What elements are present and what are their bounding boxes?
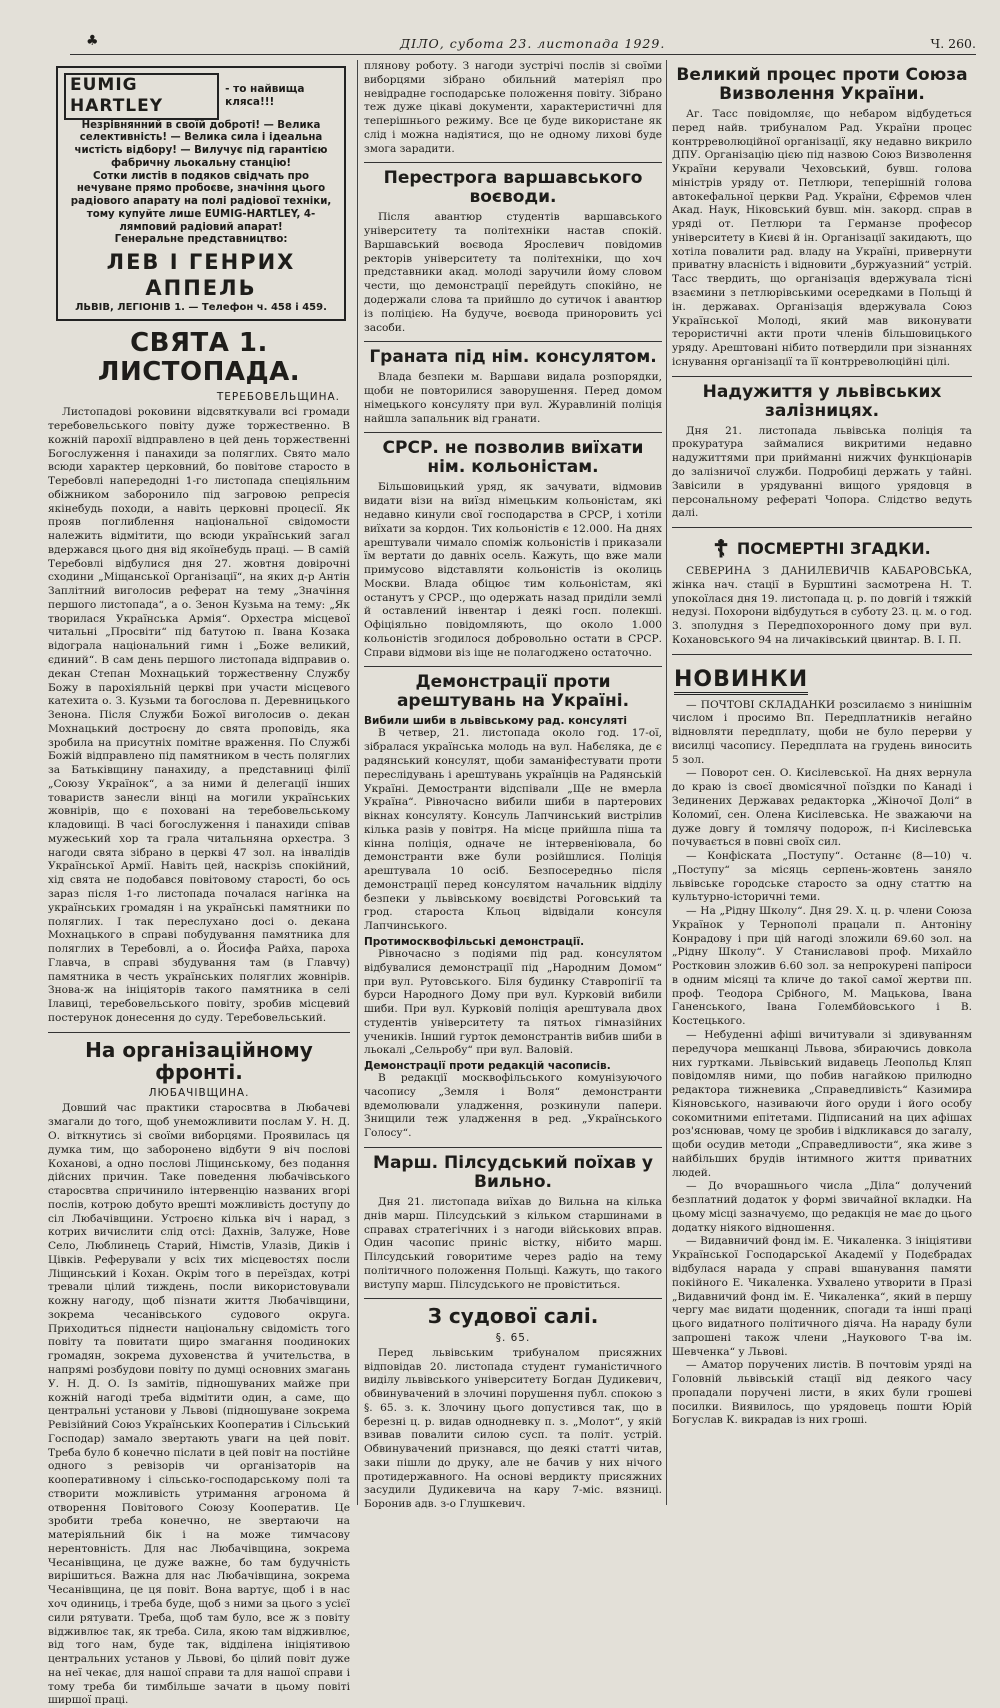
article-title: СВЯТА 1. ЛИСТОПАДА. <box>97 328 301 388</box>
article-body: Влада безпеки м. Варшави видала розпорядки, щоби не повторилися заворушення. Перед домом німецького консуляту при вул. Журавлиній поліція найшла запальник від гранати. <box>364 371 662 425</box>
article-title: Великий процес проти Союза Визволення України. <box>676 65 968 105</box>
article-title: На організаційному фронті. <box>85 1037 313 1085</box>
article-subheading: Демонстрації проти редакцій часописів. <box>364 1060 611 1073</box>
ad-address: ЛЬВІВ, ЛЕГІОНІВ 1. — Телефон ч. 458 і 459. <box>75 301 327 313</box>
article-body: Дня 21. листопада львівська поліція та прокуратура займалися викритими недавно надужиттями при прийманні нижчих функціонарів до залізничої служби. Подробиці держать у тайні. Завісили в урядуванні вищого урядовця в персональному рефераті Чопора. Слідство ведуть далі. <box>672 424 972 520</box>
ad-company-name: ЛЕВ І ГЕНРИХ АППЕЛЬ <box>106 250 296 301</box>
separator <box>364 666 662 667</box>
ad-tagline: - то найвища кляса!!! <box>225 83 305 109</box>
separator <box>672 654 972 655</box>
article-body: В четвер, 21. листопада около год. 17-ої, зібралася українська молодь на вул. Набєлякa, де є радянський консулят, щоби заманіфестувати проти переслідувань і арештувань українців на Радянській Україні. Демостранти відспівали „Ще не вмерла Україна“. Рівночасно вибили шиби в партерових вікнах консуляту. Консуль Лапчинський вистрілив кілька разів у повітря. На місце прийшла піша та кінна поліція, одначе не інтервеніювала, бо демонстранти вже були розійшлися. Поліція арештувала 10 осіб. Безпосередньо після демонстрації перед консулятом начальник відділу безпеки у львівському воєвідстві Роговський та грод. староста Кльоц відвідали консуля Лапчинського. <box>364 727 662 933</box>
separator <box>364 1298 662 1299</box>
column-3 <box>672 60 972 1507</box>
article-body: Аг. Тасс повідомляє, що небаром відбудеться перед найв. трибуналом Рад. України процес контрреволюційної організації, яку недавно викрило ДПУ. Організацію цією під назвою Союз Визволення України керували Чеховський, бувш. голова міністрів уряду от. Петлюри, теперішній голова автокефальної церкви Рад. України, Єфремов член Акад. Наук, Ніковський бувш. мін. закорд. справ в уряді от. Петлюри та Германзе професор університету в Києві й ін. Організації закидають, що хотіла повалити рад. владу на Україні, привернути приватну власність і відновити „буржуазний“ устрій. Тасс твердить, що організація вдержувала тісні взаємини з петлюрівськими осередками в Польщі й ін. державах. Організація вдержувала Союз Української Молоді, який мав виконувати терористичні акти проти членів більшовицького уряду. Арештовані нібито потвердили при зізнаннях існування організації та її контрреволюційні цілі. <box>672 108 972 368</box>
news-item: — Аматор поручених листів. В почтовім уряді на Головній львівській стації від деякого часу пропадали поручені листи, в яких були грошеві посилки. Виявилось, що урядовець пошти Юрій Богуслав К. викрадав із них гроші. <box>672 1359 972 1427</box>
article-body: плянову роботу. З нагоди зустрічі послів зі своїми виборцями зібрано обильний матеріял про невідрадне господарське положення повіту. Зібрано теж дуже цікаві документи, характеристичні для теперішнього режиму. Все це буде використане як слід і можна надіятися, що не одному лихові буде змога зарадити. <box>364 60 662 155</box>
ad-text: Генеральне представництво: <box>114 234 288 246</box>
masthead <box>70 36 976 55</box>
ad-text: Незрівнянний в своїй доброті! — Велика селективність! — Велика сила і ідеальна чистість відбору! — Вилучує під гарантією фабричну льокальну станцію! <box>74 119 328 169</box>
news-item: — Поворот сен. О. Кисілевської. На днях вернула до краю із своєї двомісячної поїздки по Канаді і Зединених Державах редакторка „Жіночої Долі“ в Коломиї, сен. Олена Кисілевська. Не зважаючи на дуже довгу й томлячу подорож, п-і Кисілевська почувається в повні своїх сил. <box>672 767 972 849</box>
article-subheading: Вибили шиби в львівському рад. консуляті <box>364 715 627 728</box>
article-body: Перед львівським трибуналом присяжних відповідав 20. листопада студент гуманістичного виділу львівського університету Богдан Дудикевич, обвинувачений в злочині порушення публ. спокою з §. 65. з. к. Злочину цього допустився так, що в березні ц. р. видав однодневку п. з. „Молот“, у якій взивав повалити силою сусп. та політ. устрій. Обвинувачений признався, що деякі статті читав, заки пішли до друку, але не бачив у них нічого протидержавного. На основі вердикту присяжних засудили Дудикевича на кару 7-міс. вязниці. Боронив адв. з-о Глушкевич. <box>364 1346 662 1511</box>
masthead-date: ДІЛО, субота 23. листопада 1929. <box>400 36 666 51</box>
separator <box>364 1147 662 1148</box>
news-section-title: НОВИНКИ <box>674 667 808 695</box>
news-item: — Видавничий фонд ім. Е. Чикаленка. З ініціятиви Української Господарської Академії у Подєбрадах відбулася нарада у справі вшанування памяти покійного Е. Чикаленка. Ухвалено утворити в Празі „Видавничий фонд ім. Е. Чикаленка“, який в першу чергу має видати щоденник, спогади та інші праці цього видатного політичного діяча. На нараду були запрошені також члени „Наукового Т-ва ім. Шевченка“ у Львові. <box>672 1235 972 1358</box>
article-body: Після авантюр студентів варшавського університету та політехніки настав спокій. Варшавський воєвода Ярослевич повідомив ректорів університету та політехніки, що хоч представники акад. молоді заручили йому словом чести, що демонстрації перейдуть спокійно, не додержали слова та прийшло до сутичок і авантюр із поліцією. На будуче, воєвода приноровить усі засоби. <box>364 211 662 334</box>
article-subheading: Протимосквофільські демонстрації. <box>364 935 585 948</box>
news-item: — ПОЧТОВІ СКЛАДАНКИ розсилаємо з нинішнім числом і просимо Вп. Передплатників негайно відновляти передплату, щоби не було перерви у висилці часопису. Передплата на грудень виносить 5 зол. <box>672 698 972 766</box>
column-rule <box>357 60 358 1505</box>
article-title: Граната під нім. консулятом. <box>369 347 657 368</box>
article-body: Більшовицький уряд, як зачувати, відмовив видати візи на виїзд німецьким кольоністам, які недавно кинули свої господарства в СРСР, і хотіли виїхати за кордон. Тих кольоністів є 12.000. На днях арештували чимало споміж кольоністів і приказали їм вертати до давніх осель. Кажуть, що вже мали примусово відставляти кольоністів із околиць Москви. Влада обіцює тим кольоністам, які останутъ у СРСР., що одержать назад приділи землі й оставлений інвентар і деякі госп. полекші. Офіціяльно повідомляють, що около 1.000 кольоністів згодилося добровольно остати в СРСР. Справи відмови віз іще не полагоджено остаточно. <box>364 481 662 659</box>
article-section: §. 65. <box>495 1331 531 1344</box>
obituary-heading <box>672 534 972 563</box>
column-rule <box>666 60 667 1505</box>
club-icon: ♣ <box>86 33 99 49</box>
radio-advertisement <box>56 66 346 321</box>
obituary-text: СЕВЕРИНА З ДАНИЛЕВИЧІВ КАБАРОВСЬКА, жінка нач. стації в Бурштині засмотрена Н. Т. упокоїлася дня 19. листопада ц. р. по довгій і тяжкій недузі. Похорони відбудуться в суботу 23. ц. м. о год. 3. зполудня з Передпохоронного дому при вул. Кохановського 94 на личаківський цвинтар. В. І. П. <box>672 565 972 646</box>
column-1 <box>48 60 350 1707</box>
article-title: Надужиття у львівських залізницях. <box>702 381 942 421</box>
separator <box>364 162 662 163</box>
article-title: СРСР. не позволив виїхати нім. кольоністам. <box>382 438 644 478</box>
news-item: — На „Рідну Школу“. Дня 29. X. ц. р. члени Союза Українок у Тернополі працали п. Антоніну Конрадову і при цій нагоді зложили 69.60 зол. на „Рідну Школу“. У Станиславові проф. Михайло Ростковин зложив 6.60 зол. за непрокурені папіроси в одним місяці та кличе до такої самої жертви пп. проф. Теодора Срібного, М. Мацькова, Івана Ганенського, Івана Голембйовського і В. Костецького. <box>672 905 972 1028</box>
article-title: З судової салі. <box>427 1304 599 1329</box>
orthodox-cross-icon: ☦ <box>713 534 729 564</box>
news-item: — Конфіската „Поступу“. Останнє (8—10) ч. „Поступу“ за місяць серпень-жовтень заняло львівське городське старосто за одну статтю на культурно-історичні теми. <box>672 850 972 904</box>
separator <box>364 432 662 433</box>
obituary-title: ПОСМЕРТНІ ЗГАДКИ. <box>736 539 931 559</box>
news-item: — Небуденні афіші вичитували зі здивуванням передучора мешканці Львова, збираючись довкола них гуртками. Львівський видавець Леопольд Кляп повідомляв ними, що побив нагайкою прилюдно редактора тижневика „Справедливість“ Казимира Кіяновського, називаючи його оруди і його особу сокомитними епітетами. Підписаний на цих афішах роз'яснював, чому це зробив і відкликався до загалу, щоби осудив методи „Справедливости“, яка живе з найбільших брудів інтимного життя приватних людей. <box>672 1029 972 1179</box>
separator <box>672 527 972 528</box>
news-item: — До вчорашнього числа „Діла“ долучений безплатний додаток у формі звичайної вкладки. На цьому місці зазначуємо, що редакція не має до цього додатку ніякого відношення. <box>672 1180 972 1234</box>
article-title: Демонстрації проти арештувань на Україні. <box>396 672 630 712</box>
separator <box>48 1032 350 1033</box>
separator <box>672 376 972 377</box>
article-body: Листопадові роковини відсвяткували всі громади теребовельського повіту дуже торжественно. В кожній парохії відправлено в цей день торжественні Богослуження і панахиди за поляглих. Свято мало всюди характер церковний, бо повітове старосто в Теребовлі напередодні 1-го листопада спеціяльним обіжником заборонило під загровою репресія якінебудь походи, а навіть церковні процесії. Як прояв поглиблення національної свідомости належить відмітити, що всюди український загал вдержався цього дня від якоїнебудь праці. — В самій Теребовлі відбулися дня 27. жовтня довірочні сходини „Міщанської Організації“, на яких д-р Антін Заплітний виголосив реферат на тему „Значіння першого листопада“, а о. Зенон Кузьма на тему: „Як творилася Українська Армія“. Орхестра місцевої читальні „Просвіти“ під батутою п. Івана Козака відограла національний гимн і „Боже великий, єдиний“. В сам день першого листопада відправив о. декан Степан Мохнацький торжественну Службу Божу в парохіяльній церкві при участи місцевого катехита о. З. Кузьми та богослова п. Деревницького Зенона. Після Служби Божої виголосив о. декан Мохнацький достроєну до свята проповідь, яка зробила на присутніх помітне враження. По Службі Божій відправлено під памятником в честь поляглих за Батьківщину панахиду, а представниці філії „Союзу Українок“, а за ними й делегації інших товариств занесли вінці на могили українських жовнірів, що є поховані на теребовельському кладовищі. В часі богослуження і панахиди співав мужеський хор та грала читальняна орхестра. З нагоди свята зібрано в церкві 47 зол. на інвалідів Української Армії. Навіть цей, наскрізь спокійний, хід свята не подобався повітовому старості, бо ось зараз після 1-го листопада почалася нагінка на українських громадян і на українські памятники по поляглих. І так переслухано досі о. декана Мохнацького в справі побудування памятника для поляглих в Теребовлі, а о. Йосифа Райха, пароха Главча, в справі збудування там (в Главчу) памятника в честь українських поляглих жовнірів. Знова-ж на ініціяторів такого памятника в селі Ілавиці, теребовельського повіту, зробив місцевий постерунок донесення до суду. Теребовельський. <box>48 406 350 1024</box>
issue-number: Ч. 260. <box>930 36 976 51</box>
ad-brand: EUMIG HARTLEY <box>64 73 219 120</box>
news-list <box>672 699 972 1429</box>
article-body: В редакції москвофільського комунізуючого часопису „Земля і Воля“ демонстранти вдемолювали уладження, розкинули папери. Знищили теж уладження в ред. „Українського Голосу“. <box>364 1072 662 1140</box>
column-2 <box>364 60 662 1511</box>
separator <box>364 341 662 342</box>
article-body: Дня 21. листопада виїхав до Вильна на кілька днів марш. Пілсудський з кільком старшинами в справах стратегічних і з нагоди військових вправ. Один часопис приніс вістку, нібито марш. Пілсудський говоритиме через радіо на тему політичного положення Польщі. Кажуть, що такого виступу марш. Пілсудського не провіститься. <box>364 1195 662 1291</box>
ad-text: Сотки листів в подяков свідчать про нечуване прямо пробоєве, значіння цього радіового апарату на полі радіової техніки, тому купуйте лише EUMIG-HARTLEY, 4-лямповий радіовий апарат! <box>70 170 332 233</box>
article-place: ЛЮБАЧІВЩИНА. <box>148 1087 250 1100</box>
article-place: ТЕРЕБОВЕЛЬЩИНА. <box>216 391 340 404</box>
article-body: Рівночасно з подіями під рад. консулятом відбувалися демонстрації під „Народним Домом“ при вул. Рутовського. Біля будинку Ставропігії та бурси Народного Дому при вул. Курковій вибили шиби. При вул. Курковій поліція арештувала двох студентів університету та пятьох гімназійних учеників. Інший гурток демонстрантів вибив шиби в льокалі „Сельробу“ при вул. Валовій. <box>364 947 662 1057</box>
article-body: Довший час практики старосвтва в Любачеві змагали до того, щоб унеможливити послам У. Н. Д. О. віткнутись зі своїми виборцями. Проявилась ця думка тим, що заборонено відбути 9 віч послові Коханові, а одно послові Ліщинському, без подання дійсних причин. Таке поведення любачівського старосвтва спричинило інтервенцію названих вгорі послів, котрою добуто врешті можливість доступу до сіл Любачівщини. Устроєно кілька віч і нарад, з котрих вичислити слід отсі: Дахнів, Залуже, Нове Село, Люблинець Старий, Німстів, Улазів, Диків і Цівків. Реферували у всіх тих місцевостях посли Ліщинський і Кохан. Окрім того в переїздах, котрі тревали цілий тиждень, посли використовували кожну нагоду, щоб пізнати життя Любачівщини, зокрема чесанівського судового округа. Приходиться піднести національну свідомість того повіту та повитати щиро змагання поодиноких громадян, зокрема духовенства й учительства, в напрямі розбудови повіту по думці основних змагань У. Н. Д. О. Із замітів, підношуваних майже при кожній нагоді треба відмітити один, а саме, що центральні установи у Львові (підношуване зокрема Ревізійний Союз Українських Кооператив і Сільський Господар) замало звертають уваги на цей повіт. Треба було б конечно післати в цей повіт на постійне одного з ревізорів чи організаторів на кооперативному і сільсько-господарському полі та створити можливість утримання агронома й отворення Повітового Союзу Кооператив. Це зробити треба конечно, не звертаючи на матеріяльний бік і на може тимчасову нерентовність. Для нас Любачівщина, зокрема Чесанівщина, це дуже важне, бо там будучність вирішиться. Важна для нас Любачівщина, зокрема Чесанівщина, це ця повіт. Вона вартує, щоб і в нас хоч одиниць, і треба буде, щоб з ними за цього з усієї сили рятувати. Треба, щоб там було, все ж з повіту відживлює так, як треба. Сила, якою там відживлює, від того нам, буде так, відділена ініціятивою центральних установ у Львові, бо цілий повіт дуже на неї чекає, для нашої справи та для нашої справи і тому треба би тимбільше зачати в цьому повіті ширшої праці. <box>48 1102 350 1707</box>
article-title: Перестрога варшавського воєводи. <box>383 168 643 208</box>
article-title: Марш. Пілсудський поїхав у Вильно. <box>373 1152 653 1192</box>
